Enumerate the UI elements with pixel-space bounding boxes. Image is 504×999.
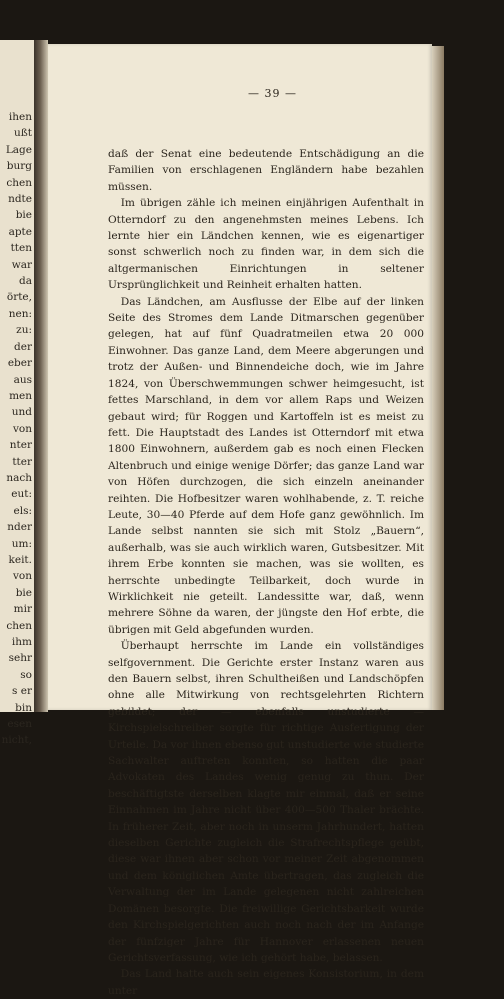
left-page-line: von — [12, 422, 32, 435]
left-page-line: nicht, — [1, 734, 32, 747]
book-page — [48, 44, 432, 997]
left-page-line: ihen — [8, 111, 32, 123]
left-page-line: war — [11, 258, 32, 271]
left-page-line: aus — [13, 373, 32, 386]
body-text — [108, 146, 424, 999]
left-page-line: so — [20, 668, 32, 681]
left-page-line: nach — [6, 471, 32, 484]
left-page-line: men — [9, 389, 32, 402]
book-spine — [34, 40, 48, 712]
left-page-line: mir — [13, 603, 32, 616]
left-page-line: bie — [15, 586, 32, 599]
left-page-line: nter — [9, 439, 32, 452]
left-page-line: tter — [12, 455, 32, 468]
left-page-line: els: — [13, 504, 32, 517]
left-page-line: burg — [6, 160, 32, 173]
left-page-line: zu: — [16, 324, 32, 337]
page-edge — [432, 46, 444, 710]
left-page-fragment — [0, 40, 34, 747]
left-page-line: eber — [7, 357, 32, 370]
left-page-line: nder — [7, 521, 32, 534]
left-page-line: bin — [15, 701, 32, 714]
paragraph: daß der Senat eine bedeutende Entschädigung an die Familien von erschlagenen Engländern habe bezahlen müssen. — [108, 148, 424, 193]
left-page-text — [0, 109, 34, 749]
left-page-line: eut: — [11, 488, 32, 501]
left-page-line: und — [11, 406, 32, 419]
left-page-line: nen: — [8, 307, 32, 320]
left-page-line: apte — [8, 225, 32, 238]
left-page-line: der — [14, 340, 32, 353]
left-page-line: tten — [10, 242, 32, 255]
left-page-line: chen — [6, 176, 32, 189]
left-page-line: von — [12, 570, 32, 583]
left-page-line: ihm — [11, 636, 32, 648]
left-page-line: ndte — [8, 193, 32, 206]
left-page-line: um: — [11, 537, 32, 550]
left-page-line: chen — [6, 619, 32, 632]
paragraph: Im übrigen zähle ich meinen einjährigen Aufenthalt in Otterndorf zu den angenehmsten meines Lebens. Ich lernte hier ein Ländchen kennen, wie es eigenartiger sonst schwerlich noch zu finden war, in dem sich die altgermanischen Einrichtungen in seltener Ursprünglichkeit und Reinheit erhalten hatten. — [108, 197, 424, 292]
left-page-line: s er — [12, 685, 32, 698]
paragraph: Das Land hatte auch sein eigenes Konsistorium, in dem unter — [108, 968, 424, 997]
left-page-line: Lage — [5, 143, 32, 156]
left-page-line: ußt — [14, 127, 32, 140]
left-page-line: keit. — [8, 553, 32, 566]
left-page-line: sehr — [8, 652, 32, 665]
page-number: — 39 — — [248, 87, 297, 100]
left-page-line: da — [19, 275, 32, 288]
left-page-line: bie — [15, 209, 32, 222]
paragraph: Überhaupt herrschte im Lande ein vollständiges selfgovernment. Die Gerichte erster Instanz waren aus den Bauern selbst, ihren Schultheißen und Landschöpfen ohne alle Mitwirkung von rechtsgelehrten Richtern gebildet; der — ebenfalls unstudierte — Kirchspielschreiber sorgte für richtige Ausfertigung der Urteile. Da vor ihnen ebenso gut unstudierte wie studierte Sachwalter auftreten konnten, so hatten die paar Advokaten des Landes wenig genug zu thun. Der beschäftigtste derselben klagte mir einmal, daß er seine Einnahmen im Jahre nicht über 400—500 Thaler brächte. In früherer Zeit, aber noch in unserm Jahrhundert, hatten dieselben Gerichte zugleich die Strafrechtspflege geübt, diese war ihnen aber schon vor meiner Zeit abgenommen und dem königlichen Amte übertragen, das zugleich die Verwaltung der im Lande gelegenen nicht zahlreichen Domänen besorgte. Die freiwillige Gerichtsbarkeit wurde den Kirchspielgerichten auch noch nach der im Anfange der fünfziger Jahre für Hannover erlassenen neuen Gerichtsverfassung, wie ich gehört habe, belassen. — [108, 640, 424, 964]
left-page-line: esen — [7, 718, 32, 731]
paragraph: Das Ländchen, am Ausflusse der Elbe auf der linken Seite des Stromes dem Lande Ditmarschen gegenüber gelegen, hat auf fünf Quadratmeilen etwa 20 000 Einwohner. Das ganze Land, dem Meere abgerungen und trotz der Außen- und Binnendeiche doch, wie im Jahre 1824, von Überschwemmungen schwer heimgesucht, ist fettes Marschland, in dem vor allem Raps und Weizen gebaut wird; für Roggen und Kartoffeln ist es meist zu fett. Die Hauptstadt des Landes ist Otterndorf mit etwa 1800 Einwohnern, außerdem gab es noch einen Flecken Altenbruch und einige wenige Dörfer; das ganze Land war von Höfen durchzogen, die sich einzeln aneinander reihten. Die Hofbesitzer waren wohlhabende, z. T. reiche Leute, 30—40 Pferde auf dem Hofe ganz gewöhnlich. Im Lande selbst nannten sie sich mit Stolz „Bauern“, außerhalb, was sie auch wirklich waren, Gutsbesitzer. Mit ihrem Erbe konnten sie machen, was sie wollten, es herrschte unbedingte Teilbarkeit, doch wurde in Wirklichkeit nie geteilt. Landessitte war, daß, wenn mehrere Söhne da waren, der jüngste den Hof erbte, die übrigen mit Geld abgefunden wurden. — [108, 295, 424, 636]
left-page-line: örte, — [6, 291, 32, 304]
